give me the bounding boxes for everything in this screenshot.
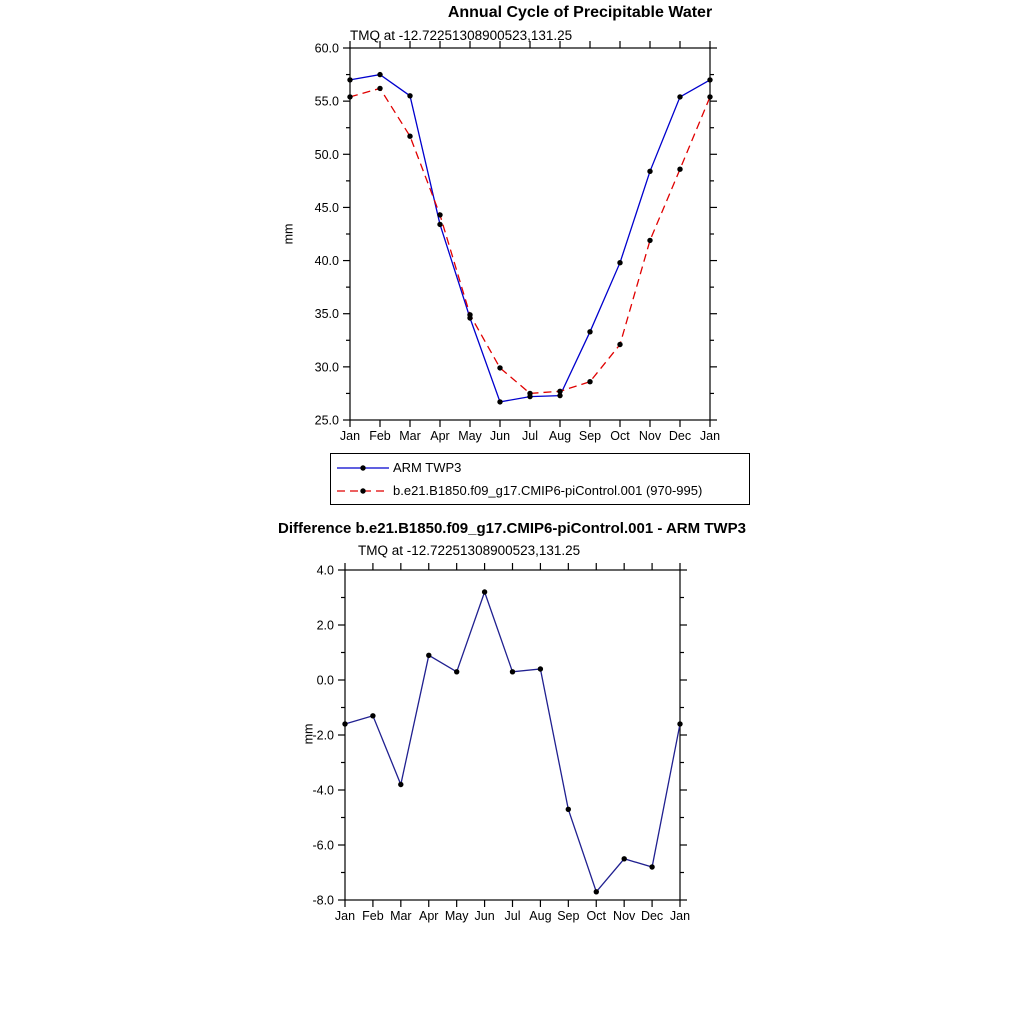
x-tick-label: May — [444, 909, 469, 923]
x-tick-label: Jun — [474, 909, 495, 923]
y-tick-label: 60.0 — [314, 41, 339, 56]
data-point-marker — [407, 93, 412, 98]
top-chart-plot — [294, 38, 764, 450]
data-point-marker — [482, 589, 487, 594]
y-tick-label: 2.0 — [316, 618, 334, 633]
data-point-marker — [407, 134, 412, 139]
data-point-marker — [437, 222, 442, 227]
data-point-marker — [594, 889, 599, 894]
series-line-1 — [350, 88, 710, 393]
top-chart-y-axis-label: mm — [281, 223, 296, 245]
x-tick-label: Feb — [369, 429, 391, 443]
data-point-marker — [707, 94, 712, 99]
data-point-marker — [707, 77, 712, 82]
x-tick-label: Dec — [668, 429, 692, 443]
top-chart-title: Annual Cycle of Precipitable Water — [447, 4, 713, 21]
data-point-marker — [677, 167, 682, 172]
data-point-marker — [347, 77, 352, 82]
data-point-marker — [587, 329, 592, 334]
top-chart-subtitle: TMQ at -12.72251308900523,131.25 — [350, 28, 573, 43]
model-line-sample-icon — [335, 483, 391, 499]
series-line-0 — [350, 75, 710, 402]
legend-row-obs — [335, 456, 745, 479]
x-tick-label: Apr — [419, 909, 439, 923]
y-tick-label: 40.0 — [314, 254, 339, 269]
x-tick-label: Aug — [529, 909, 552, 923]
x-tick-label: Apr — [430, 429, 450, 443]
y-tick-label: 45.0 — [314, 200, 339, 215]
x-tick-label: Dec — [640, 909, 664, 923]
data-point-marker — [510, 669, 515, 674]
x-tick-label: Jan — [699, 429, 721, 443]
legend-marker-sample — [360, 488, 365, 493]
bottom-chart-y-axis-label: mm — [301, 723, 316, 745]
data-point-marker — [347, 94, 352, 99]
data-point-marker — [647, 169, 652, 174]
data-point-marker — [398, 782, 403, 787]
data-point-marker — [454, 669, 459, 674]
y-tick-label: -6.0 — [312, 838, 334, 853]
data-point-marker — [437, 212, 442, 217]
data-point-marker — [587, 379, 592, 384]
data-point-marker — [677, 94, 682, 99]
x-tick-label: Jun — [489, 429, 511, 443]
y-tick-label: -8.0 — [312, 893, 334, 908]
x-tick-label: Mar — [390, 909, 412, 923]
x-tick-label: Jan — [334, 909, 356, 923]
data-point-marker — [617, 260, 622, 265]
x-tick-label: May — [458, 429, 482, 443]
x-tick-label: Oct — [586, 909, 606, 923]
y-tick-label: 50.0 — [314, 147, 339, 162]
obs-line-sample-icon — [335, 460, 391, 476]
data-point-marker — [647, 238, 652, 243]
x-tick-label: Jul — [522, 429, 538, 443]
plot-frame — [350, 48, 710, 420]
x-tick-label: Aug — [548, 429, 572, 443]
x-tick-label: Sep — [557, 909, 580, 923]
data-point-marker — [497, 399, 502, 404]
x-tick-label: Jan — [669, 909, 691, 923]
data-point-marker — [342, 721, 347, 726]
data-point-marker — [649, 864, 654, 869]
data-point-marker — [377, 86, 382, 91]
data-point-marker — [377, 72, 382, 77]
plot-frame — [345, 570, 680, 900]
bottom-chart-subtitle: TMQ at -12.72251308900523,131.25 — [358, 543, 581, 558]
y-tick-label: 35.0 — [314, 307, 339, 322]
legend-row-model — [335, 479, 745, 502]
x-tick-label: Sep — [578, 429, 602, 443]
legend-box — [330, 453, 750, 505]
y-tick-label: -2.0 — [312, 728, 334, 743]
y-tick-label: 25.0 — [314, 413, 339, 428]
y-tick-label: 0.0 — [316, 673, 334, 688]
data-point-marker — [622, 856, 627, 861]
x-tick-label: Jul — [504, 909, 521, 923]
data-point-marker — [426, 653, 431, 658]
data-point-marker — [617, 342, 622, 347]
data-point-marker — [566, 807, 571, 812]
x-tick-label: Mar — [399, 429, 421, 443]
y-tick-label: 55.0 — [314, 94, 339, 109]
legend-label-model: b.e21.B1850.f09_g17.CMIP6-piControl.001 (970-995) — [393, 483, 703, 498]
data-point-marker — [557, 389, 562, 394]
x-tick-label: Nov — [638, 429, 662, 443]
data-point-marker — [677, 721, 682, 726]
x-tick-label: Jan — [339, 429, 361, 443]
bottom-chart-plot — [295, 560, 735, 925]
data-point-marker — [497, 365, 502, 370]
data-point-marker — [370, 713, 375, 718]
y-tick-label: -4.0 — [312, 783, 334, 798]
x-tick-label: Feb — [362, 909, 384, 923]
x-tick-label: Nov — [613, 909, 636, 923]
y-tick-label: 4.0 — [316, 563, 334, 578]
legend-label-obs: ARM TWP3 — [393, 460, 462, 475]
x-tick-label: Oct — [610, 429, 630, 443]
data-point-marker — [527, 391, 532, 396]
data-point-marker — [538, 666, 543, 671]
data-point-marker — [467, 312, 472, 317]
bottom-chart-title: Difference b.e21.B1850.f09_g17.CMIP6-piControl.001 - ARM TWP3 — [278, 520, 746, 537]
series-line-0 — [345, 592, 680, 892]
y-tick-label: 30.0 — [314, 360, 339, 375]
legend-marker-sample — [360, 465, 365, 470]
